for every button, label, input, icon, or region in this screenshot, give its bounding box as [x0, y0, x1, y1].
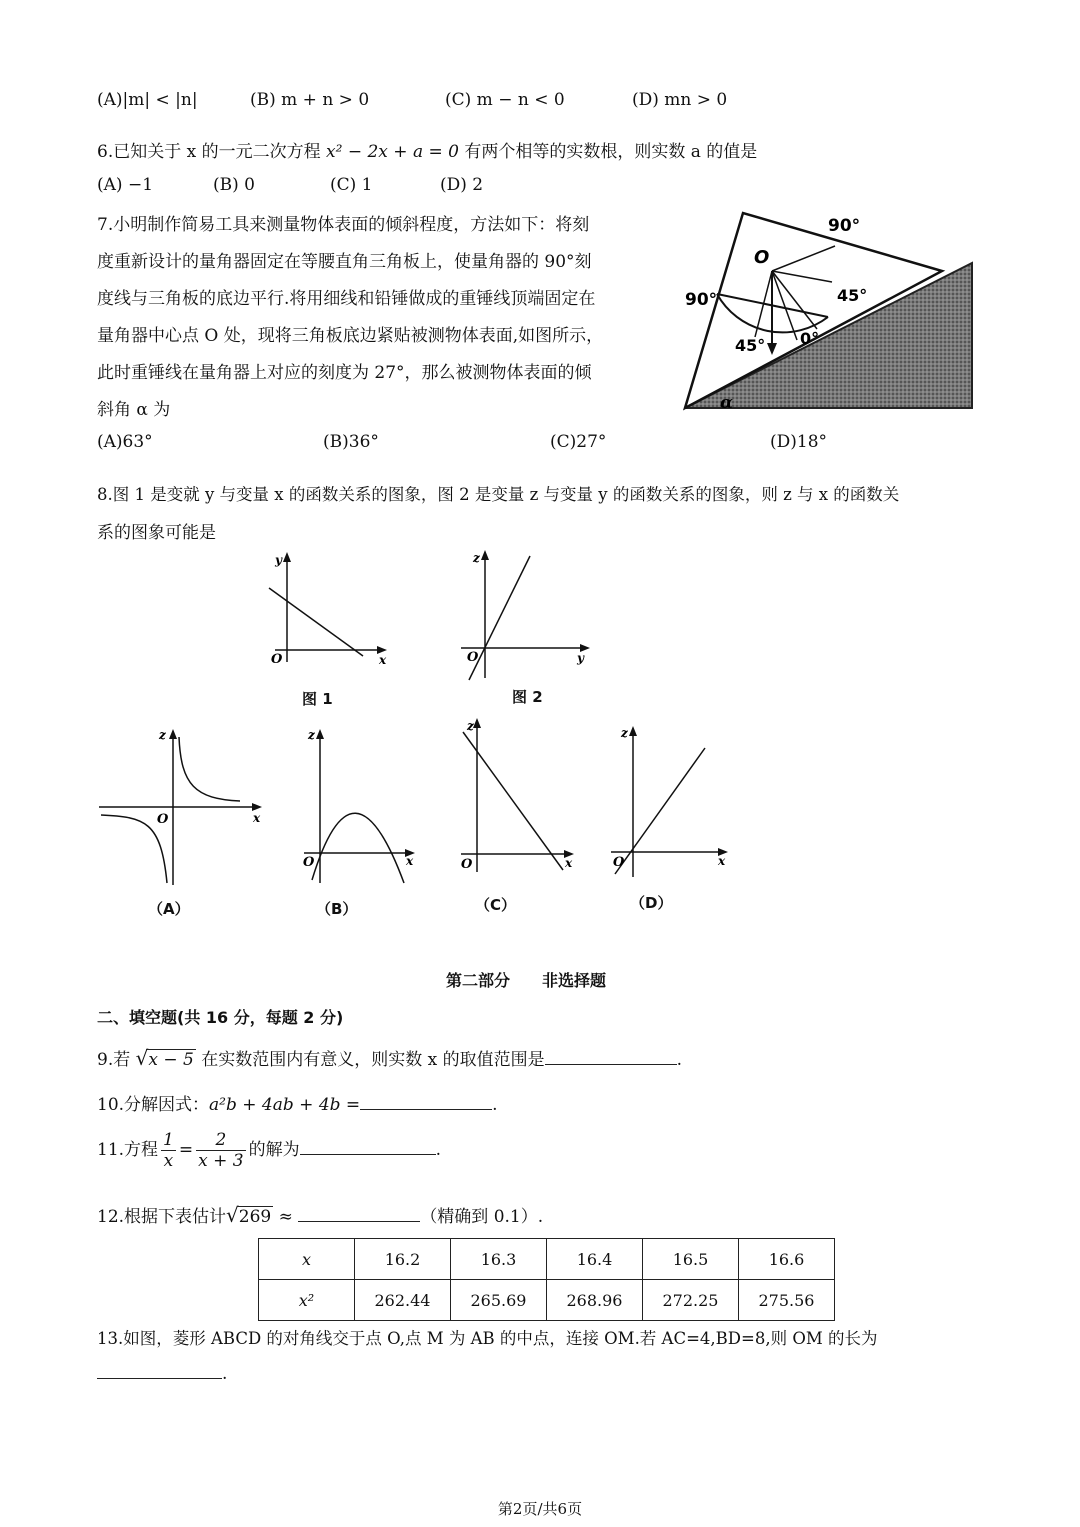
- graph-d-x-label: x: [718, 854, 726, 868]
- fig2-origin: O: [467, 650, 479, 665]
- label-45-bottom: 45°: [735, 336, 766, 355]
- q12-post: （精确到 0.1）.: [420, 1207, 544, 1227]
- table-cell: 16.4: [547, 1239, 643, 1280]
- q12-pre: 12.根据下表估计: [97, 1207, 227, 1227]
- q8-figure-1: [255, 550, 395, 670]
- q6-option-b: (B) 0: [213, 175, 255, 195]
- q9-post: 在实数范围内有意义，则实数 x 的取值范围是: [195, 1050, 545, 1070]
- q6-stem: [97, 137, 757, 162]
- q10-answer-blank[interactable]: [360, 1093, 492, 1110]
- label-90-top: 90°: [828, 216, 861, 236]
- q12-radicand: 269: [238, 1207, 272, 1227]
- q11-left-fraction: [161, 1130, 176, 1171]
- q11-right-numerator: 2: [196, 1130, 245, 1151]
- fig1-line: [269, 588, 363, 656]
- q11-right-fraction: [196, 1130, 245, 1171]
- q11-answer-blank[interactable]: [300, 1138, 436, 1155]
- q7-option-a: (A)63°: [97, 432, 153, 452]
- q7-line-1: 7.小明制作简易工具来测量物体表面的倾斜程度，方法如下：将刻: [97, 215, 590, 235]
- graph-d-z-label: z: [621, 726, 628, 740]
- q11-stem: [97, 1130, 441, 1171]
- q8-figure-2: [455, 548, 595, 688]
- q7-line-5: 此时重锤线在量角器上对应的刻度为 27°，那么被测物体表面的倾: [97, 363, 592, 383]
- q6-equation: x² − 2x + a = 0: [326, 142, 459, 162]
- table-cell: 262.44: [355, 1280, 451, 1321]
- q13-answer-line: [97, 1362, 227, 1384]
- q7-figure: [680, 205, 980, 415]
- q13-stem: 13.如图，菱形 ABCD 的对角线交于点 O,点 M 为 AB 的中点，连接 OM.若 AC=4,BD=8,则 OM 的长为: [97, 1329, 878, 1348]
- q11-right-denominator: x + 3: [198, 1151, 244, 1171]
- table-cell: 272.25: [643, 1280, 739, 1321]
- q9-answer-blank[interactable]: [545, 1048, 677, 1065]
- label-alpha: α: [720, 393, 734, 413]
- q8-line-2: 系的图象可能是: [97, 523, 216, 543]
- q10-end: .: [492, 1095, 498, 1115]
- table-row-label-x: x: [259, 1239, 355, 1280]
- fig2-y-label: y: [577, 651, 584, 665]
- q6-option-c: (C) 1: [330, 175, 373, 195]
- q13-answer-blank[interactable]: [97, 1362, 222, 1379]
- q10-pre: 10.分解因式：: [97, 1095, 210, 1115]
- table-cell: 16.6: [739, 1239, 835, 1280]
- graph-a-x-label: x: [253, 811, 261, 825]
- q13-end: .: [222, 1364, 228, 1384]
- label-0: 0°: [800, 329, 820, 348]
- fig2-z-label: z: [473, 551, 480, 565]
- graph-a-z-label: z: [159, 728, 166, 742]
- label-o: O: [754, 247, 770, 268]
- section-fill-blank-heading: 二、填空题(共 16 分，每题 2 分): [97, 1008, 344, 1027]
- fig1-x-label: x: [379, 653, 387, 667]
- q8-graph-b: [298, 725, 428, 890]
- q6-stem-post: 有两个相等的实数根，则实数 a 的值是: [458, 142, 758, 162]
- q12-answer-blank[interactable]: [298, 1205, 420, 1222]
- q7-line-4: 量角器中心点 O 处，现将三角板底边紧贴被测物体表面,如图所示，: [97, 326, 604, 346]
- q10-expression: a²b + 4ab + 4b =: [209, 1095, 361, 1115]
- plumb-bob: [767, 343, 777, 355]
- q8-graph-a: [95, 725, 270, 890]
- fig1-y-label: y: [275, 553, 282, 567]
- table-cell: 16.2: [355, 1239, 451, 1280]
- q7-option-d: (D)18°: [770, 432, 828, 452]
- graph-a-origin: O: [157, 812, 169, 827]
- q9-radicand: x − 5: [148, 1050, 194, 1070]
- label-90-left: 90°: [685, 290, 718, 310]
- q10-stem: [97, 1090, 498, 1115]
- table-cell: 16.3: [451, 1239, 547, 1280]
- part-two-title: 第二部分 非选择题: [446, 971, 607, 990]
- fig1-caption: 图 1: [302, 690, 333, 708]
- q7-line-2: 度重新设计的量角器固定在等腰直角三角板上，使量角器的 90°刻: [97, 252, 592, 272]
- q11-equals: =: [178, 1140, 194, 1160]
- q6-option-a: (A) −1: [97, 175, 154, 195]
- q8-caption-c: （C）: [475, 896, 517, 914]
- q11-pre: 11.方程: [97, 1140, 159, 1160]
- graph-b-x-label: x: [406, 854, 414, 868]
- q5-option-a: (A)|m| < |n|: [97, 90, 198, 110]
- q7-option-c: (C)27°: [550, 432, 607, 452]
- fig2-caption: 图 2: [512, 688, 543, 706]
- q6-stem-pre: 6.已知关于 x 的一元二次方程: [97, 142, 327, 162]
- q8-line-1: 8.图 1 是变就 y 与变量 x 的函数关系的图象，图 2 是变量 z 与变量 y 的函数关系的图象，则 z 与 x 的函数关: [97, 485, 900, 504]
- q11-left-denominator: x: [163, 1151, 174, 1171]
- label-45-right: 45°: [837, 286, 868, 305]
- q9-stem: 9.若 √x − 5 在实数范围内有意义，则实数 x 的取值范围是 .: [97, 1046, 683, 1070]
- q5-option-c: (C) m − n < 0: [445, 90, 565, 110]
- graph-c-origin: O: [461, 857, 473, 872]
- q11-end: .: [435, 1140, 441, 1160]
- q7-option-b: (B)36°: [323, 432, 379, 452]
- table-cell: 275.56: [739, 1280, 835, 1321]
- q5-option-d: (D) mn > 0: [632, 90, 728, 110]
- table-row: [259, 1239, 835, 1280]
- q7-line-3: 度线与三角板的底边平行.将用细线和铅锤做成的重锤线顶端固定在: [97, 289, 596, 309]
- q8-graph-d: [603, 722, 733, 882]
- q12-estimate-table: [258, 1238, 835, 1321]
- q8-graph-c: [455, 712, 585, 882]
- q9-end: .: [676, 1050, 683, 1070]
- q6-option-d: (D) 2: [440, 175, 484, 195]
- table-row: [259, 1280, 835, 1321]
- q12-approx: ≈: [273, 1207, 299, 1227]
- table-row-label-x-squared: x²: [259, 1280, 355, 1321]
- graph-c-x-label: x: [565, 856, 573, 870]
- q7-line-6: 斜角 α 为: [97, 400, 171, 420]
- graph-b-z-label: z: [308, 728, 315, 742]
- q8-caption-d: （D）: [630, 894, 673, 912]
- q9-pre: 9.若: [97, 1050, 136, 1070]
- q11-left-numerator: 1: [163, 1130, 174, 1150]
- q8-caption-a: （A）: [148, 900, 190, 918]
- table-cell: 268.96: [547, 1280, 643, 1321]
- graph-d-origin: O: [613, 855, 625, 870]
- table-cell: 265.69: [451, 1280, 547, 1321]
- q8-caption-b: （B）: [316, 900, 358, 918]
- table-cell: 16.5: [643, 1239, 739, 1280]
- graph-c-z-label: z: [467, 719, 474, 733]
- q12-stem: 12.根据下表估计√269 ≈ （精确到 0.1）.: [97, 1203, 544, 1227]
- q5-option-b: (B) m + n > 0: [250, 90, 370, 110]
- fig1-origin: O: [271, 652, 283, 667]
- page-footer: 第2页/共6页: [497, 1500, 583, 1518]
- graph-b-origin: O: [303, 855, 315, 870]
- q11-post: 的解为: [248, 1140, 300, 1160]
